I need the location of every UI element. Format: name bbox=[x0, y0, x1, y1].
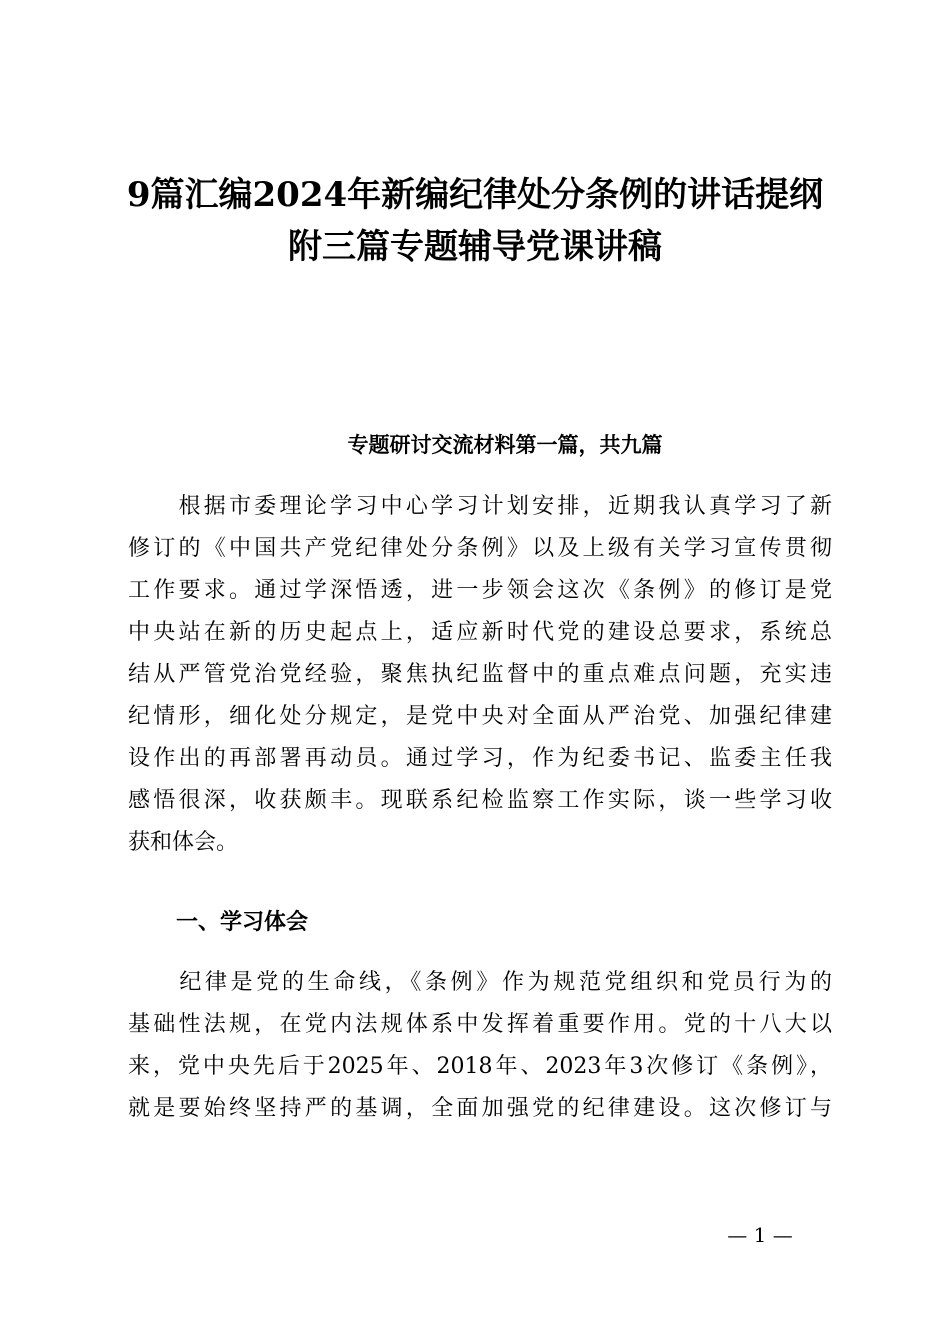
document-title-line-1: 9篇汇编2024年新编纪律处分条例的讲话提纲 bbox=[126, 175, 824, 215]
paragraph-1-line: 中央站在新的历史起点上，适应新时代党的建设总要求，系统总 bbox=[128, 620, 832, 645]
paragraph-2-line: 基础性法规，在党内法规体系中发挥着重要作用。党的十八大以 bbox=[128, 1012, 832, 1037]
paragraph-1-line: 设作出的再部署再动员。通过学习，作为纪委书记、监委主任我 bbox=[128, 746, 832, 771]
document-subtitle: 专题研讨交流材料第一篇，共九篇 bbox=[347, 433, 663, 457]
page-number: — 1 — bbox=[727, 1223, 793, 1247]
paragraph-1-line: 结从严管党治党经验，聚焦执纪监督中的重点难点问题，充实违 bbox=[128, 662, 832, 687]
paragraph-1-line: 纪情形，细化处分规定，是党中央对全面从严治党、加强纪律建 bbox=[128, 704, 832, 729]
paragraph-2-line: 就是要始终坚持严的基调，全面加强党的纪律建设。这次修订与 bbox=[128, 1096, 832, 1121]
document-title-line-2: 附三篇专题辅导党课讲稿 bbox=[288, 227, 662, 267]
paragraph-2-line: 纪律是党的生命线，《条例》作为规范党组织和党员行为的 bbox=[128, 970, 832, 995]
paragraph-1-line: 获和体会。 bbox=[128, 830, 239, 855]
paragraph-1-line: 修订的《中国共产党纪律处分条例》以及上级有关学习宣传贯彻 bbox=[128, 536, 832, 561]
paragraph-1-line: 工作要求。通过学深悟透，进一步领会这次《条例》的修订是党 bbox=[128, 578, 832, 603]
paragraph-2-line: 来，党中央先后于2025年、2018年、2023年3次修订《条例》， bbox=[128, 1054, 832, 1079]
section-heading: 一、学习体会 bbox=[176, 910, 309, 935]
paragraph-1-line: 根据市委理论学习中心学习计划安排，近期我认真学习了新 bbox=[128, 494, 832, 519]
paragraph-1-line: 感悟很深，收获颇丰。现联系纪检监察工作实际，谈一些学习收 bbox=[128, 788, 832, 813]
